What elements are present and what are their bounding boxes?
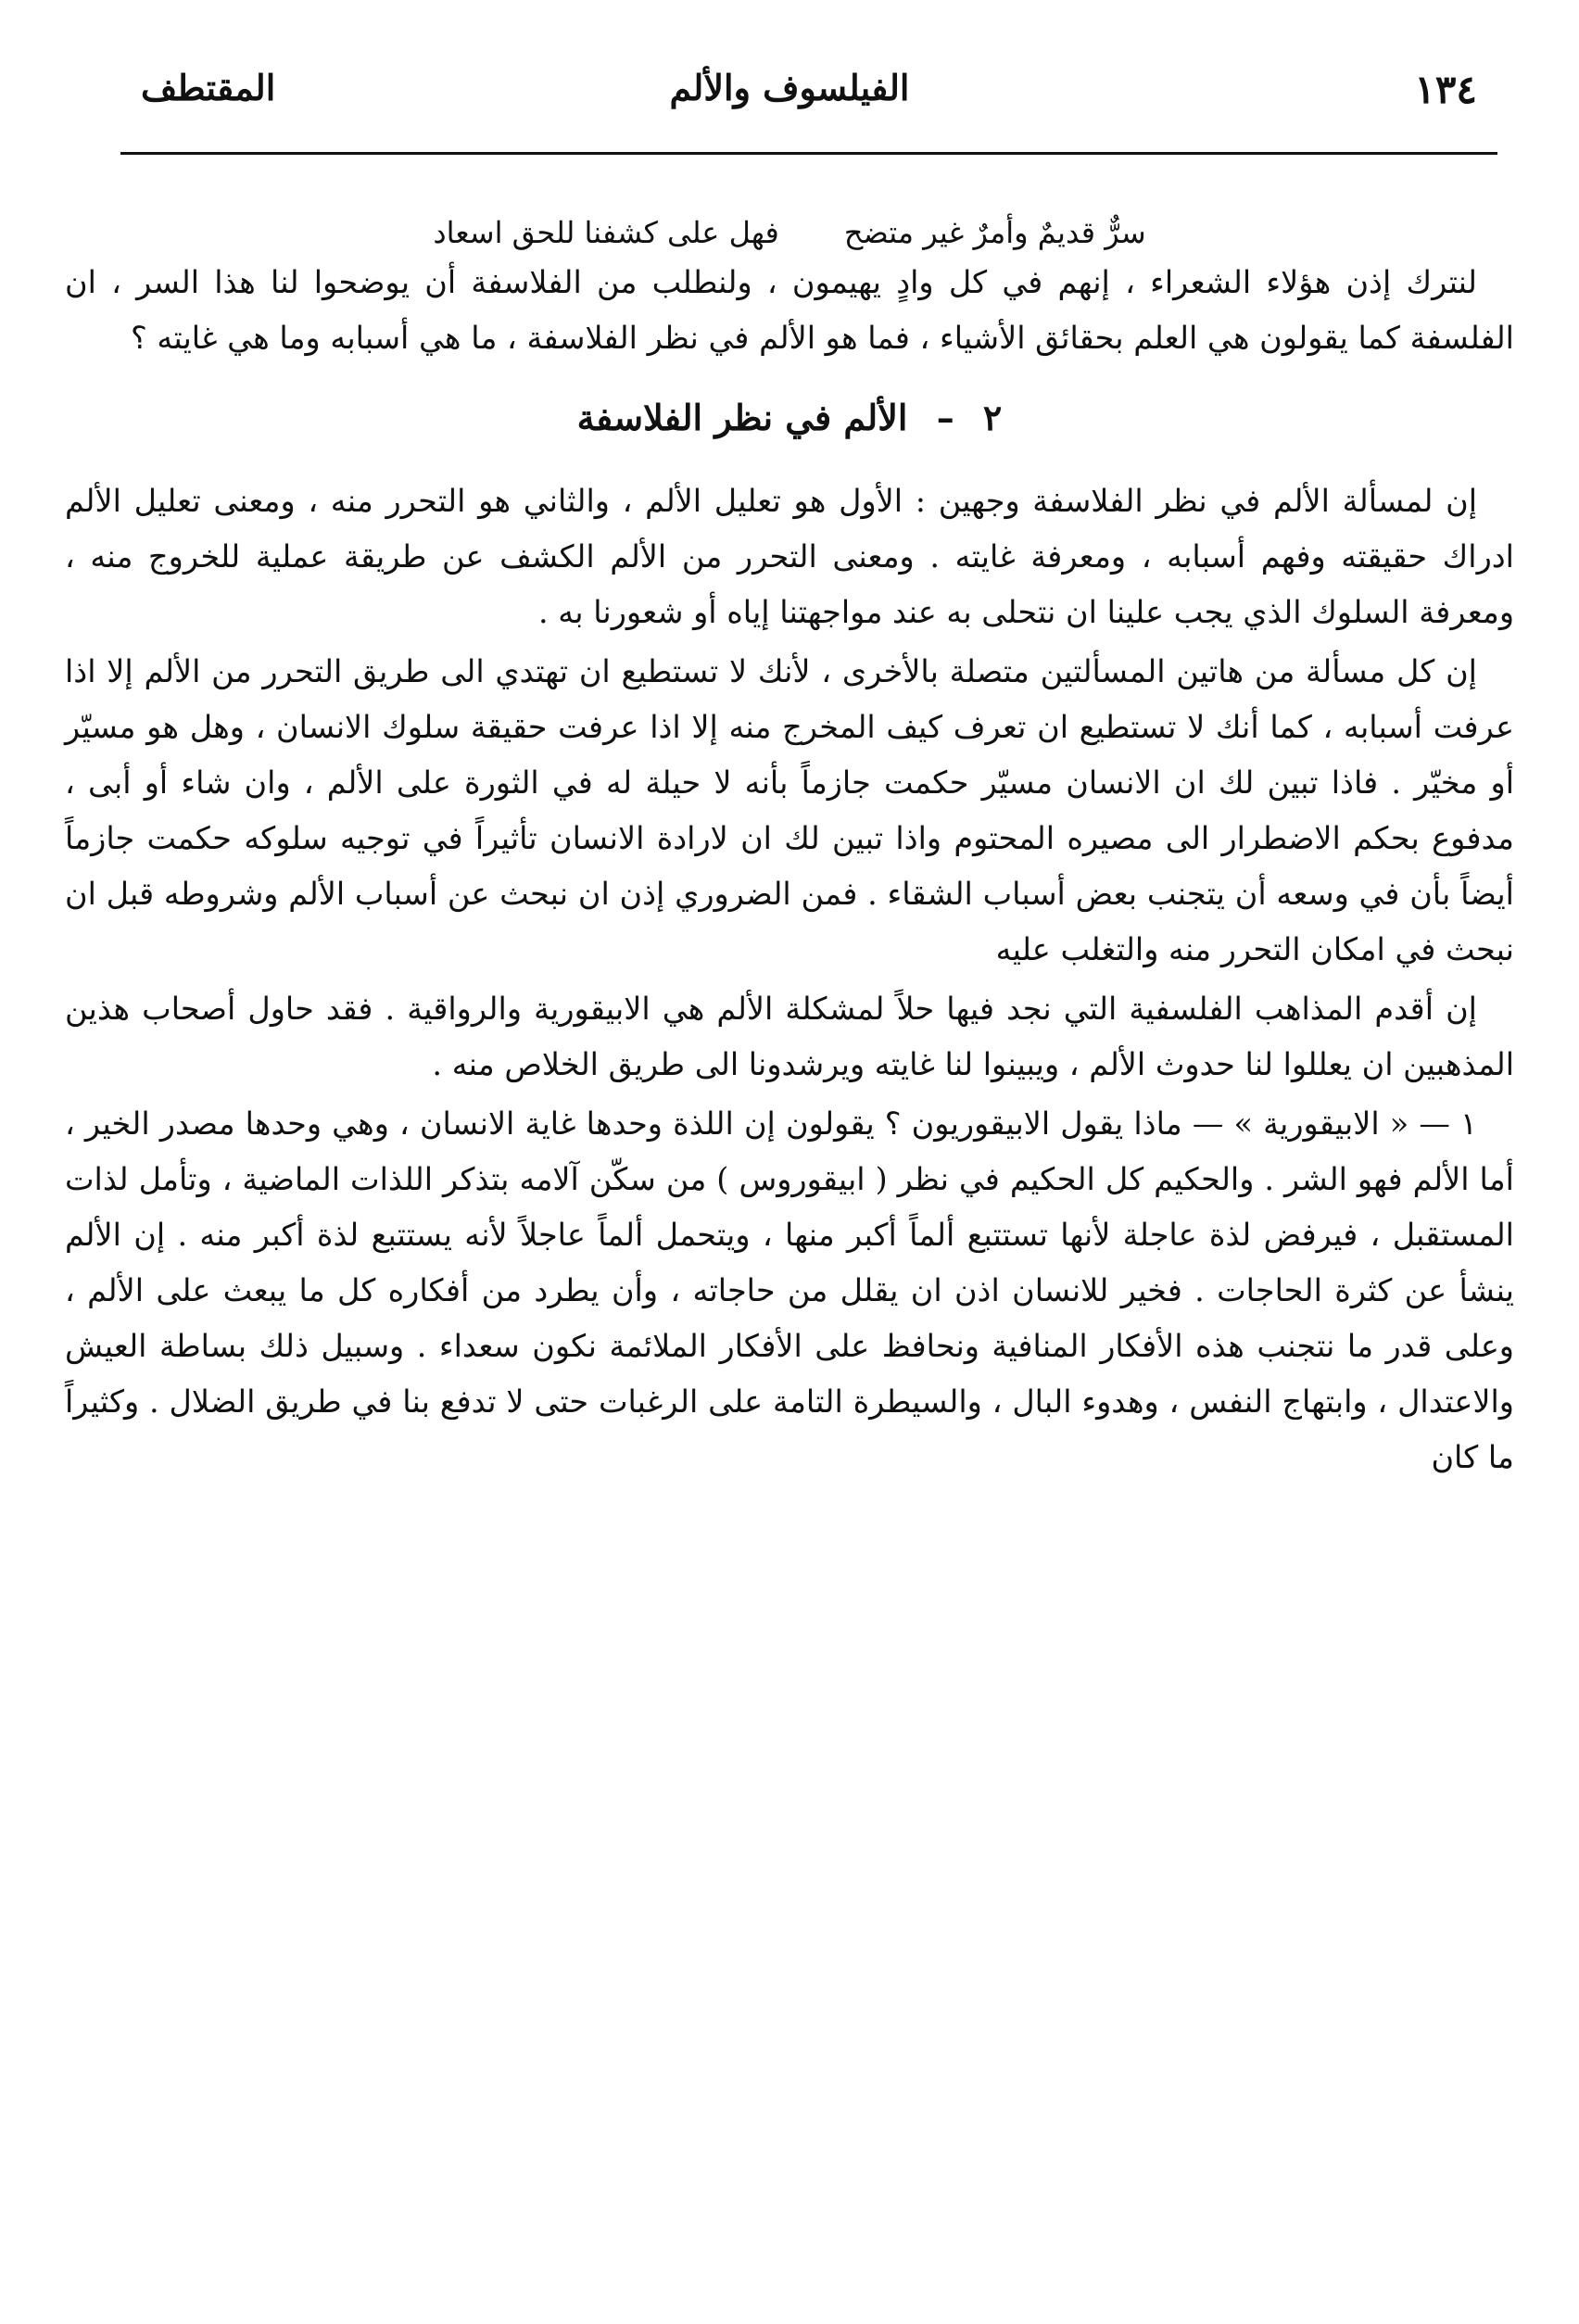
verse bbox=[65, 210, 1514, 255]
page-number: ١٣٤ bbox=[1414, 67, 1477, 112]
article-title: الفيلسوف والألم bbox=[669, 67, 910, 108]
body-text bbox=[65, 255, 1514, 1485]
paragraph: إن أقدم المذاهب الفلسفية التي نجد فيها حلاً لمشكلة الألم هي الابيقورية والرواقية . فقد حاول أصحاب هذين المذهبين ان يعللوا لنا حدوث الألم ، ويبينوا لنا غايته ويرشدونا الى طريق الخلاص منه . bbox=[65, 991, 1514, 1082]
section-heading bbox=[65, 390, 1514, 446]
paragraph: إن كل مسألة من هاتين المسألتين متصلة بالأخرى ، لأنك لا تستطيع ان تهتدي الى طريق التحرر من الألم إلا اذا عرفت أسبابه ، كما أنك لا تستطيع ان تعرف كيف المخرج منه إلا اذا عرفت حقيقة سلوك الانسان ، وهل هو مسيّر أو مخيّر . فاذا تبين لك ان الانسان مسيّر حكمت جازماً بأنه لا حيلة له في الثورة على الألم ، وان شاء أو أبى ، مدفوع بحكم الاضطرار الى مصيره المحتوم واذا تبين لك ان لارادة الانسان تأثيراً في توجيه سلوكه حكمت جازماً أيضاً بأن في وسعه أن يتجنب بعض أسباب الشقاء . فمن الضروري إذن ان نبحث عن أسباب الألم وشروطه قبل ان نبحث في امكان التحرر منه والتغلب عليه bbox=[65, 653, 1514, 967]
verse-hemistich-left: فهل على كشفنا للحق اسعاد bbox=[433, 215, 779, 250]
running-header bbox=[65, 56, 1514, 117]
paragraph-intro: لنترك إذن هؤلاء الشعراء ، إنهم في كل وادٍ يهيمون ، ولنطلب من الفلاسفة أن يوضحوا لنا هذا السر ، ان الفلسفة كما يقولون هي العلم بحقائق الأشياء ، فما هو الألم في نظر الفلاسفة ، ما هي أسبابه وما هي غايته ؟ bbox=[65, 264, 1514, 356]
section-title: الألم في نظر الفلاسفة bbox=[576, 397, 908, 438]
section-number: ٢ bbox=[982, 397, 1003, 438]
document-page bbox=[65, 56, 1514, 2298]
paragraph: إن لمسألة الألم في نظر الفلاسفة وجهين : الأول هو تعليل الألم ، والثاني هو التحرر منه ، ومعنى تعليل الألم ادراك حقيقته وفهم أسبابه ، ومعرفة غايته . ومعنى التحرر من الألم الكشف عن طريقة عملية للخروج منه ، ومعرفة السلوك الذي يجب علينا ان نتحلى به عند مواجهتنا إياه أو شعورنا به . bbox=[65, 483, 1514, 630]
journal-name: المقتطف bbox=[141, 67, 276, 108]
section-separator: – bbox=[936, 397, 954, 438]
verse-hemistich-right: سرٌّ قديمٌ وأمرٌ غير متضح bbox=[843, 215, 1146, 250]
header-rule bbox=[120, 152, 1497, 155]
paragraph: ١ — « الابيقورية » — ماذا يقول الابيقوريون ؟ يقولون إن اللذة وحدها غاية الانسان ، وهي وحدها مصدر الخير ، أما الألم فهو الشر . والحكيم كل الحكيم في نظر ( ابيقوروس ) من سكّن آلامه بتذكر اللذات الماضية ، وتأمل لذات المستقبل ، فيرفض لذة عاجلة لأنها تستتبع ألماً أكبر منها ، ويتحمل ألماً عاجلاً لأنه يستتبع لذة أكبر منه . إن الألم ينشأ عن كثرة الحاجات . فخير للانسان اذن ان يقلل من حاجاته ، وأن يطرد من أفكاره كل ما يبعث على الألم ، وعلى قدر ما نتجنب هذه الأفكار المنافية ونحافظ على الأفكار الملائمة نكون سعداء . وسبيل ذلك بساطة العيش والاعتدال ، وابتهاج النفس ، وهدوء البال ، والسيطرة التامة على الرغبات حتى لا تدفع بنا في طريق الضلال . وكثيراً ما كان bbox=[65, 1105, 1514, 1475]
